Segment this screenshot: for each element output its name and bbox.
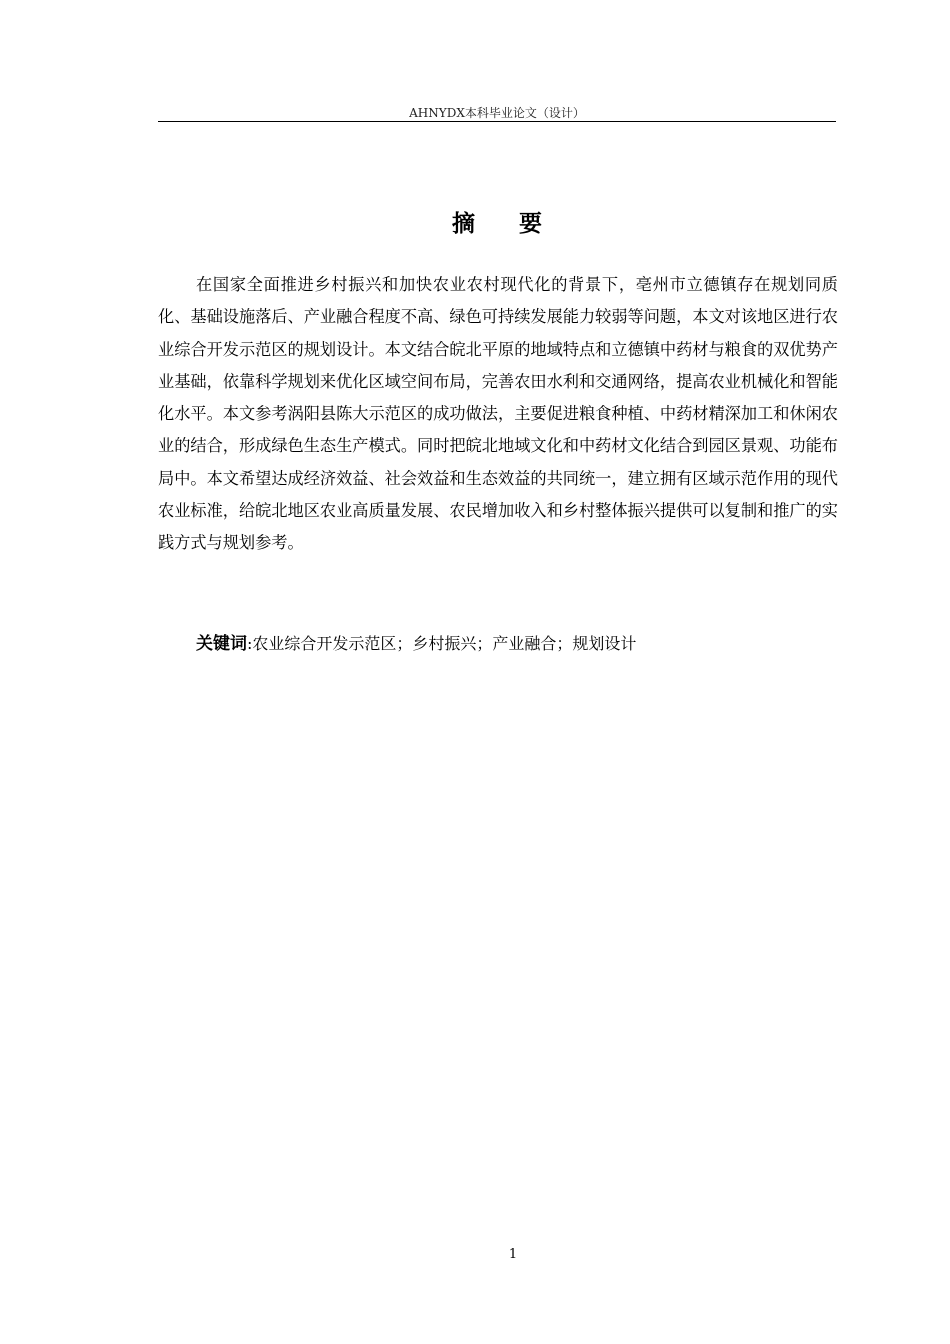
abstract-paragraph: 在国家全面推进乡村振兴和加快农业农村现代化的背景下，亳州市立德镇存在规划同质化、基础设施落后、产业融合程度不高、绿色可持续发展能力较弱等问题，本文对该地区进行农业综合开发示范区的规划设计。本文结合皖北平原的地域特点和立德镇中药材与粮食的双优势产业基础，依靠科学规划来优化区域空间布局，完善农田水利和交通网络，提高农业机械化和智能化水平。本文参考涡阳县陈大示范区的成功做法，主要促进粮食种植、中药材精深加工和休闲农业的结合，形成绿色生态生产模式。同时把皖北地域文化和中药材文化结合到园区景观、功能布局中。本文希望达成经济效益、社会效益和生态效益的共同统一，建立拥有区域示范作用的现代农业标准，给皖北地区农业高质量发展、农民增加收入和乡村整体振兴提供可以复制和推广的实践方式与规划参考。 [158,275,838,553]
running-header: AHNYDX本科毕业论文（设计） [409,106,585,120]
keywords-label: 关键词 [196,634,247,654]
header-rule [158,121,836,122]
keywords-separator: : [247,634,253,653]
keywords-line [196,629,836,659]
keywords-list: 农业综合开发示范区；乡村振兴；产业融合；规划设计 [252,634,637,653]
page-number: 1 [508,1247,518,1262]
abstract-title: 摘 要 [451,211,560,237]
